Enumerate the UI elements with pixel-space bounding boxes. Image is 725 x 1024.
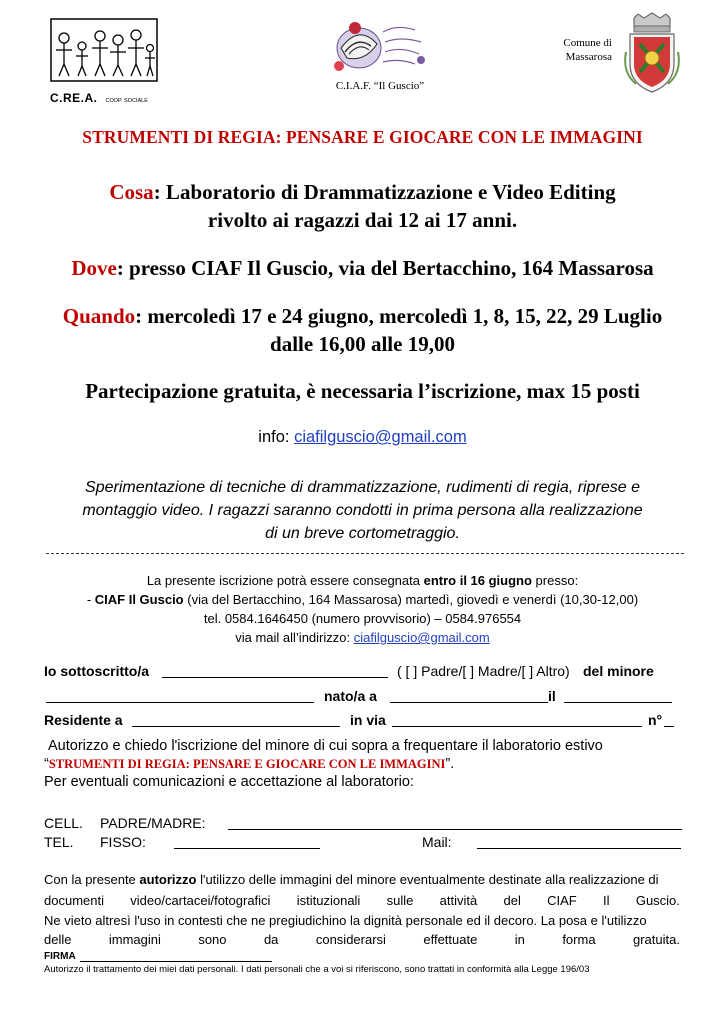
iscrizione-place: CIAF Il Guscio — [94, 592, 184, 607]
consent-word: delle — [44, 932, 72, 947]
partecipazione-text: Partecipazione gratuita, è necessaria l’iscrizione, max 15 posti — [85, 379, 640, 403]
description-line1: Sperimentazione di tecniche di drammatizzazione, rudimenti di regia, riprese e — [85, 479, 640, 496]
tel-fisso-field[interactable] — [174, 848, 320, 849]
crest-icon — [622, 12, 682, 94]
autorizzo-title: STRUMENTI DI REGIA: PENSARE E GIOCARE CON LE IMMAGINI — [48, 757, 446, 771]
il-label: il — [548, 688, 556, 704]
consent-word: in — [514, 932, 525, 947]
info-label: info: — [258, 428, 295, 446]
firma-label: FIRMA — [44, 951, 76, 962]
ciaf-shell-icon — [325, 14, 433, 76]
consent-word: Il — [603, 893, 610, 908]
consent-line3: Ne vieto altresì l'uso in contesti che ne pregiudichino la dignità personale ed il decoro. La posa e l'utilizzo — [44, 913, 647, 928]
iscrizione-line1-pre: La presente iscrizione potrà essere consegnata — [146, 573, 424, 588]
comune-crest — [622, 12, 682, 94]
consent-word: Guscio. — [635, 893, 680, 908]
firma-field[interactable] — [80, 961, 272, 962]
autorizzo-line1: Autorizzo e chiedo l'iscrizione del minore di cui sopra a frequentare il laboratorio estivo — [48, 738, 603, 754]
cosa-line2: rivolto ai ragazzi dai 12 ai 17 anni. — [207, 208, 518, 232]
consent-word: attività — [439, 893, 478, 908]
main-title: STRUMENTI DI REGIA: PENSARE E GIOCARE CON LE IMMAGINI — [82, 127, 643, 147]
consent-line2 — [44, 893, 680, 908]
comune-line1: Comune di — [563, 37, 612, 49]
iscrizione-deadline: entro il 16 giugno — [423, 573, 532, 588]
autorizzo-line2 — [44, 756, 454, 772]
iscrizione-line1-post: presso: — [531, 573, 579, 588]
consent-line4 — [44, 932, 680, 947]
consent-word: immagini — [108, 932, 161, 947]
privacy-text: Autorizzo il trattamento dei miei dati personali. I dati personali che a voi si riferiscono, sono trattati in conformità alla Legge 196/03 — [44, 964, 590, 975]
consent-line1 — [44, 872, 659, 887]
description — [0, 476, 725, 545]
ciaf-logo — [325, 14, 433, 76]
comune-label — [562, 36, 612, 64]
cell-label: CELL. — [44, 815, 83, 831]
del-minore-label: del minore — [583, 663, 654, 679]
iscrizione-phone: tel. 0584.1646450 (numero provvisorio) – 0584.976554 — [203, 611, 522, 626]
quote-open: “ — [44, 756, 49, 772]
quando-line2: dalle 16,00 alle 19,00 — [270, 332, 455, 356]
via-field[interactable] — [392, 726, 642, 727]
residente-field[interactable] — [132, 726, 340, 727]
numero-label: n° — [648, 712, 663, 728]
crea-figures-icon — [50, 18, 158, 82]
nato-field[interactable] — [390, 702, 548, 703]
consent-word: documenti — [44, 893, 104, 908]
relation-options[interactable]: ( [ ] Padre/[ ] Madre/[ ] Altro) — [397, 663, 570, 679]
row-sottoscritto — [44, 663, 149, 679]
consent-word: effettuate — [423, 932, 478, 947]
consent-autorizzo: autorizzo — [139, 872, 197, 887]
sottoscritto-field[interactable] — [162, 677, 388, 678]
tel-label: TEL. — [44, 834, 74, 850]
consent-word: forma — [562, 932, 596, 947]
description-line3: di un breve cortometraggio. — [265, 525, 460, 542]
iscrizione-block — [0, 571, 725, 647]
iscrizione-line4-pre: via mail all’indirizzo: — [235, 630, 354, 645]
consent-word: da — [263, 932, 279, 947]
quando-line1: : mercoledì 17 e 24 giugno, mercoledì 1, 8, 15, 22, 29 Luglio — [135, 304, 663, 328]
nato-label: nato/a a — [324, 688, 377, 704]
mail-label: Mail: — [422, 834, 452, 850]
crea-logo — [50, 18, 158, 105]
residente-label: Residente a — [44, 712, 123, 728]
consent-word: istituzionali — [296, 893, 361, 908]
crea-name: C.RE.A. — [50, 91, 98, 105]
iscrizione-line2-post: (via del Bertacchino, 164 Massarosa) martedì, giovedì e venerdì (10,30-12,00) — [183, 592, 639, 607]
cosa-line1: : Laboratorio di Drammatizzazione e Video Editing — [153, 180, 616, 204]
quando-label: Quando — [62, 304, 136, 328]
cut-line — [46, 553, 684, 554]
iscrizione-line2-pre: - — [86, 592, 95, 607]
mail-field[interactable] — [477, 848, 681, 849]
consent-line1-post: l'utilizzo delle immagini del minore eventualmente destinate alla realizzazione di — [196, 872, 659, 887]
consent-word: video/cartacei/fotografici — [130, 893, 271, 908]
crea-subtitle: COOP. SOCIALE — [105, 98, 148, 104]
ciaf-caption: C.I.A.F. “Il Guscio” — [335, 80, 425, 92]
fisso-label: FISSO: — [100, 834, 146, 850]
data-nascita-field[interactable] — [564, 702, 672, 703]
cosa-label: Cosa — [109, 180, 154, 204]
consent-word: sono — [198, 932, 227, 947]
quando-block — [0, 302, 725, 358]
cosa-block — [0, 178, 725, 234]
via-label: in via — [350, 712, 386, 728]
dove-block — [0, 254, 725, 282]
iscrizione-email-link[interactable]: ciafilguscio@gmail.com — [353, 630, 490, 645]
sottoscritto-label: Io sottoscritto/a — [44, 663, 150, 679]
dove-label: Dove — [71, 256, 117, 280]
consent-word: considerarsi — [315, 932, 386, 947]
minore-name-field[interactable] — [46, 702, 314, 703]
dove-text: : presso CIAF Il Guscio, via del Bertacchino, 164 Massarosa — [116, 256, 654, 280]
info-line — [0, 428, 725, 447]
description-line2: montaggio video. I ragazzi saranno condotti in prima persona alla realizzazione — [82, 502, 643, 519]
quote-close: ”. — [445, 756, 455, 772]
consent-word: del — [503, 893, 521, 908]
consent-word: gratuita. — [632, 932, 680, 947]
consent-line1-pre: Con la presente — [44, 872, 140, 887]
cell-field[interactable] — [228, 829, 682, 830]
comune-line2: Massarosa — [565, 51, 612, 63]
comunicazioni-text: Per eventuali comunicazioni e accettazione al laboratorio: — [44, 774, 414, 790]
consent-word: CIAF — [547, 893, 577, 908]
padre-madre-label: PADRE/MADRE: — [100, 815, 206, 831]
consent-word: sulle — [386, 893, 414, 908]
info-email-link[interactable]: ciafilguscio@gmail.com — [294, 428, 467, 446]
numero-field[interactable] — [664, 726, 674, 727]
